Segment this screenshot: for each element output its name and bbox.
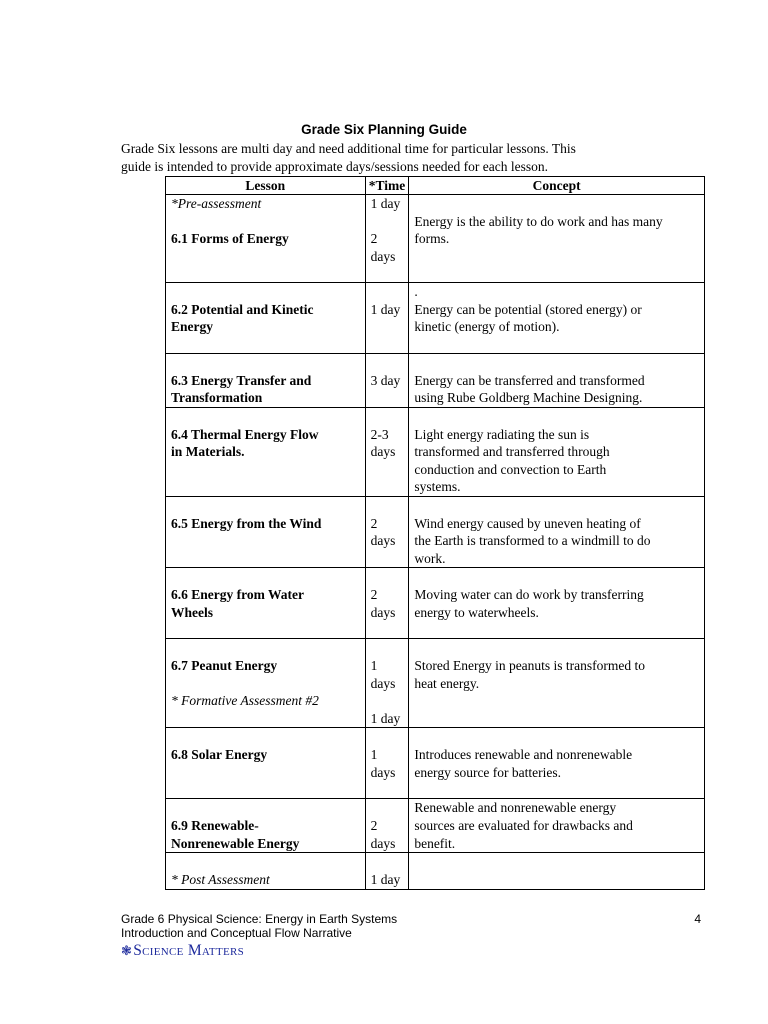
planning-table bbox=[165, 176, 705, 890]
table-row bbox=[166, 283, 705, 354]
intro-paragraph bbox=[121, 140, 681, 176]
lesson-title: 6.4 Thermal Energy Flow bbox=[171, 426, 319, 442]
lesson-title: Energy bbox=[171, 319, 213, 335]
lesson-title: 6.8 Solar Energy bbox=[171, 746, 268, 762]
table-row bbox=[166, 497, 705, 568]
time-cell bbox=[365, 195, 409, 283]
lesson-time: 2 days bbox=[370, 231, 396, 264]
concept-text: heat energy. bbox=[414, 675, 480, 691]
concept-text: Light energy radiating the sun is bbox=[414, 426, 590, 442]
formative-assessment-label: * Formative Assessment #2 bbox=[171, 693, 319, 709]
table-row bbox=[166, 853, 705, 889]
column-header-concept: Concept bbox=[409, 177, 705, 195]
concept-cell bbox=[409, 568, 705, 639]
concept-text: conduction and convection to Earth bbox=[414, 461, 607, 477]
lesson-time: 3 day bbox=[370, 372, 401, 388]
lesson-cell bbox=[166, 354, 366, 408]
concept-text: Introduces renewable and nonrenewable bbox=[414, 746, 633, 762]
lesson-time: 2 days bbox=[370, 817, 396, 851]
concept-text: systems. bbox=[414, 479, 461, 495]
lesson-time: 2 days bbox=[370, 586, 396, 620]
concept-text: kinetic (energy of motion). bbox=[414, 319, 560, 335]
concept-text: Stored Energy in peanuts is transformed to bbox=[414, 657, 646, 673]
lesson-title: 6.3 Energy Transfer and bbox=[171, 372, 312, 388]
lesson-title: Nonrenewable Energy bbox=[171, 835, 300, 851]
lesson-cell bbox=[166, 639, 366, 728]
concept-text: Moving water can do work by transferring bbox=[414, 586, 644, 602]
concept-text: Energy is the ability to do work and has many forms. bbox=[414, 213, 663, 247]
column-header-lesson: Lesson bbox=[166, 177, 366, 195]
concept-text: using Rube Goldberg Machine Designing. bbox=[414, 390, 643, 406]
column-header-time: *Time bbox=[365, 177, 409, 195]
concept-cell bbox=[409, 408, 705, 497]
lesson-time: 2 days bbox=[370, 515, 396, 549]
lesson-time: 1 day bbox=[370, 301, 401, 317]
time-cell bbox=[365, 568, 409, 639]
lesson-title: 6.2 Potential and Kinetic bbox=[171, 301, 314, 317]
lesson-title: Transformation bbox=[171, 390, 263, 406]
concept-cell bbox=[409, 799, 705, 853]
concept-cell bbox=[409, 639, 705, 728]
concept-text: the Earth is transformed to a windmill to do bbox=[414, 533, 651, 549]
concept-text: energy source for batteries. bbox=[414, 764, 562, 780]
page-title: Grade Six Planning Guide bbox=[301, 122, 467, 137]
lesson-cell bbox=[166, 728, 366, 799]
concept-cell bbox=[409, 283, 705, 354]
concept-text: sources are evaluated for drawbacks and bbox=[414, 817, 633, 833]
time-cell bbox=[365, 728, 409, 799]
page-number: 4 bbox=[694, 912, 701, 926]
concept-cell bbox=[409, 354, 705, 408]
lesson-title: 6.5 Energy from the Wind bbox=[171, 515, 322, 531]
concept-cell bbox=[409, 728, 705, 799]
time-cell bbox=[365, 853, 409, 889]
lesson-time: 2-3 bbox=[370, 426, 389, 442]
time-cell bbox=[365, 497, 409, 568]
lesson-title: in Materials. bbox=[171, 444, 245, 460]
concept-cell bbox=[409, 497, 705, 568]
table-row bbox=[166, 354, 705, 408]
post-assessment-label: * Post Assessment bbox=[171, 871, 270, 887]
lesson-title: 6.6 Energy from Water bbox=[171, 586, 304, 602]
pre-assessment-label: *Pre-assessment bbox=[171, 196, 262, 211]
lesson-cell bbox=[166, 568, 366, 639]
time-cell bbox=[365, 354, 409, 408]
brand-logo bbox=[121, 942, 244, 960]
lesson-time: 1 days bbox=[370, 746, 396, 780]
time-cell bbox=[365, 283, 409, 354]
concept-cell bbox=[409, 853, 705, 889]
table-row bbox=[166, 568, 705, 639]
footer-line: Introduction and Conceptual Flow Narrative bbox=[121, 926, 352, 940]
concept-text: . bbox=[414, 284, 418, 299]
time-cell bbox=[365, 799, 409, 853]
concept-text: energy to waterwheels. bbox=[414, 604, 539, 620]
lesson-title: 6.1 Forms of Energy bbox=[171, 231, 289, 247]
concept-cell bbox=[409, 195, 705, 283]
page-footer bbox=[121, 912, 701, 940]
lesson-cell bbox=[166, 853, 366, 889]
table-row bbox=[166, 728, 705, 799]
lesson-title: 6.7 Peanut Energy bbox=[171, 657, 278, 673]
table-header-row bbox=[166, 177, 705, 195]
concept-text: Wind energy caused by uneven heating of bbox=[414, 515, 641, 531]
lesson-cell bbox=[166, 799, 366, 853]
lesson-cell bbox=[166, 283, 366, 354]
concept-text: Energy can be transferred and transformed bbox=[414, 372, 645, 388]
time-cell bbox=[365, 639, 409, 728]
footer-line: Grade 6 Physical Science: Energy in Earth Systems bbox=[121, 912, 398, 926]
formative-assessment-time: 1 day bbox=[370, 710, 401, 726]
lesson-cell bbox=[166, 497, 366, 568]
table-row bbox=[166, 799, 705, 853]
time-cell bbox=[365, 408, 409, 497]
intro-line: Grade Six lessons are multi day and need additional time for particular lessons. This bbox=[121, 141, 576, 156]
table-row bbox=[166, 408, 705, 497]
concept-text: transformed and transferred through bbox=[414, 444, 610, 460]
concept-text: benefit. bbox=[414, 835, 456, 851]
table-row bbox=[166, 195, 705, 283]
lesson-title: 6.9 Renewable- bbox=[171, 817, 259, 833]
intro-line: guide is intended to provide approximate days/sessions needed for each lesson. bbox=[121, 159, 549, 174]
snowflake-icon: ❃ bbox=[121, 943, 133, 958]
lesson-time: days bbox=[370, 444, 396, 460]
lesson-time: 1 days bbox=[370, 657, 396, 691]
concept-text: Renewable and nonrenewable energy bbox=[414, 800, 617, 816]
lesson-cell bbox=[166, 195, 366, 283]
brand-name: Science Matters bbox=[133, 942, 245, 959]
lesson-title: Wheels bbox=[171, 604, 213, 620]
pre-assessment-time: 1 day bbox=[370, 196, 401, 211]
post-assessment-time: 1 day bbox=[370, 871, 401, 887]
concept-text: work. bbox=[414, 550, 446, 566]
lesson-cell bbox=[166, 408, 366, 497]
concept-text: Energy can be potential (stored energy) or bbox=[414, 301, 642, 317]
table-row bbox=[166, 639, 705, 728]
